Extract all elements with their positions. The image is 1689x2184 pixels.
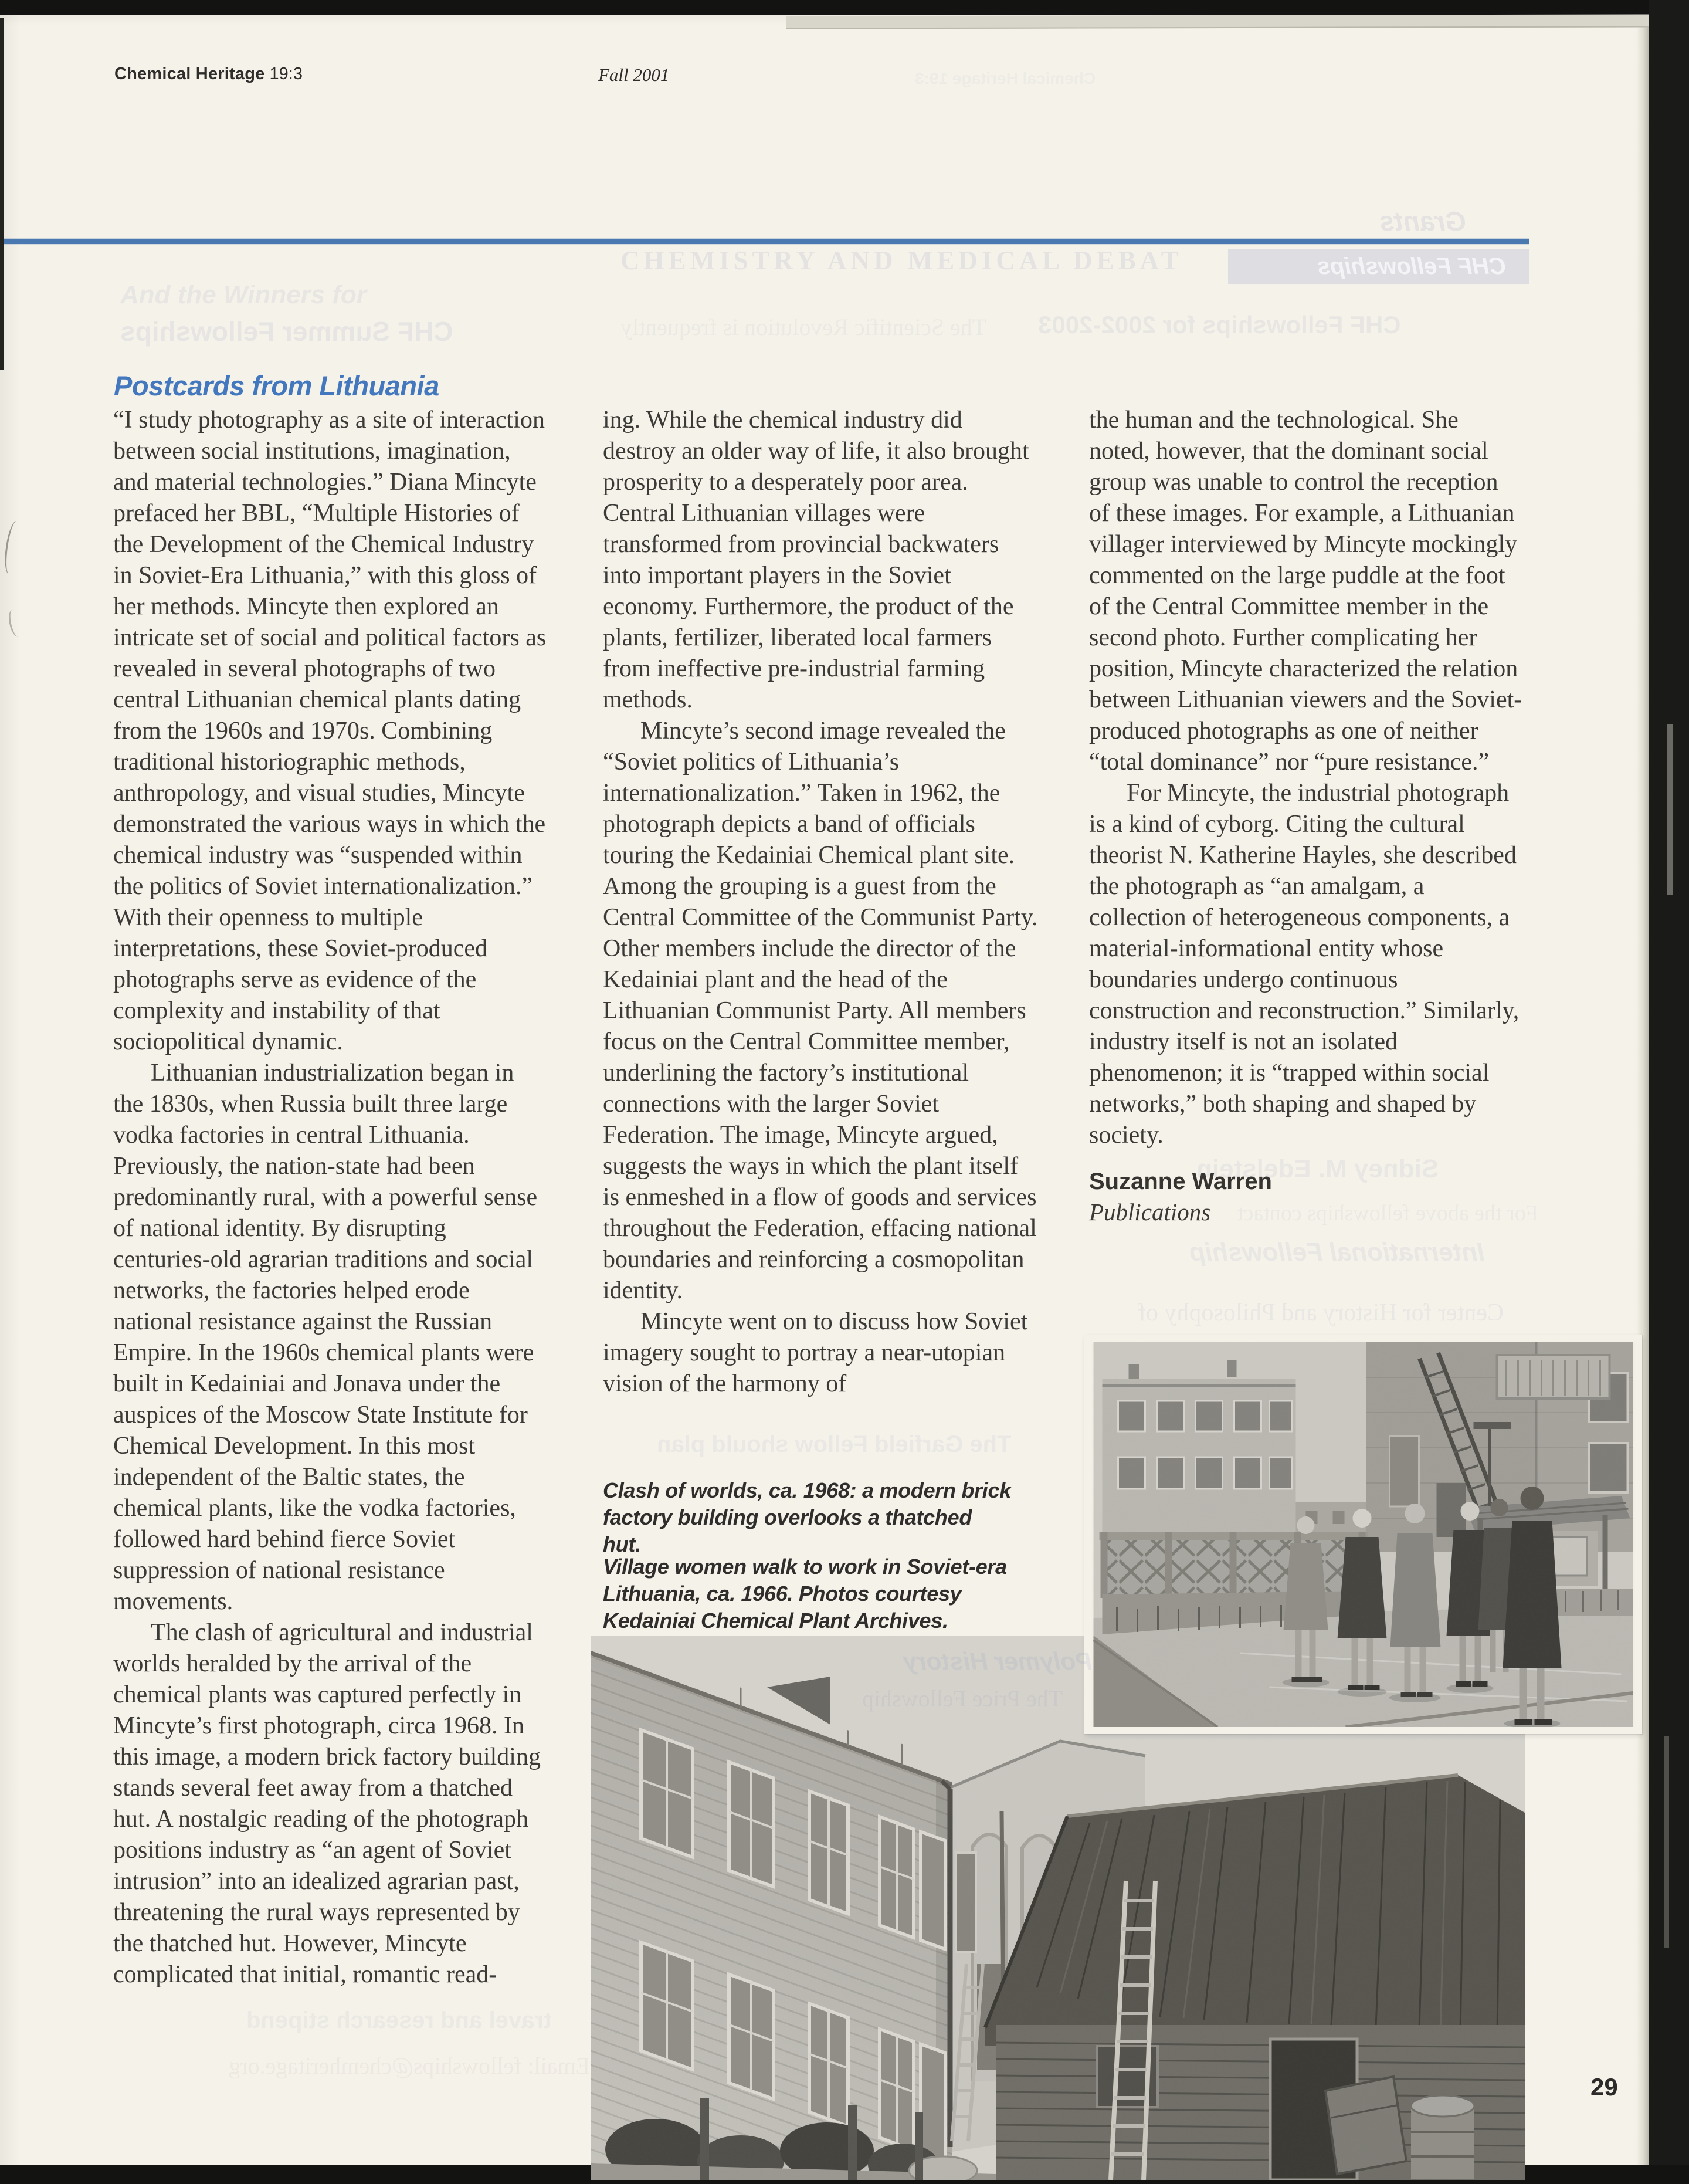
- caption-clash-of-worlds: Clash of worlds, ca. 1968: a modern brick factory building overlooks a thatched hut.: [603, 1478, 1011, 1556]
- bleedthrough-text: And the Winners for: [120, 280, 367, 309]
- scan-corner-shadow: [0, 18, 4, 370]
- bleedthrough-text: For the above fellowships contact: [1237, 1201, 1538, 1225]
- page-edge-mark: [1667, 724, 1673, 895]
- paper-page: [0, 15, 1649, 2165]
- journal-masthead: [114, 65, 303, 84]
- byline-author: Suzanne Warren: [1089, 1169, 1272, 1194]
- page-top-edge: [786, 14, 1649, 29]
- text-column-2: [603, 405, 1038, 1400]
- journal-name: Chemical Heritage: [114, 65, 265, 83]
- bleedthrough-text: CHF Fellowships: [1317, 253, 1506, 279]
- paragraph: Mincyte’s second image revealed the “Soviet politics of Lithuania’s internationalization.” Taken in 1962, the photograph depicts a band of officials touring the Kedainiai Chemical plant site. Among the grouping is a guest from the Central Committee of the Communist Party. Other members include the director of the Kedainiai plant and the head of the Lithuanian Communist Party. All members focus on the Central Committee member, underlining the factory’s institutional connections with the larger Soviet Federation. The image, Mincyte argued, suggests the ways in which the plant itself is enmeshed in a flow of goods and services throughout the Federation, effacing national boundaries and reinforcing a cosmopolitan identity.: [603, 717, 1038, 1304]
- issue-date: Fall 2001: [598, 65, 670, 85]
- bleedthrough-text: Grants: [1379, 206, 1467, 236]
- paragraph: For Mincyte, the industrial photograph is a kind of cyborg. Citing the cultural theorist N. Katherine Hayles, she described the photograph as “an amalgam, a collection of heterogeneous components, a material-informational entity whose boundaries undergo continuous construction and reconstruction.” Similarly, industry itself is not an isolated phenomenon; it is “trapped within social networks,” both shaping and shaped by society.: [1089, 780, 1520, 1149]
- paragraph: “I study photography as a site of interaction between social institutions, imagination, and material technologies.” Diana Mincyte prefaced her BBL, “Multiple Histories of the Development of the Chemical Industry in Soviet-Era Lithuania,” with this gloss of her methods. Mincyte then explored an intricate set of social and political factors as revealed in several photographs of two central Lithuanian chemical plants dating from the 1960s and 1970s. Combining traditional historiographic methods, anthropology, and visual studies, Mincyte demonstrated the various ways in which the chemical industry was “suspended within the politics of Soviet internationalization.” With their openness to multiple interpretations, these Soviet-produced photographs serve as evidence of the complexity and instability of that sociopolitical dynamic.: [113, 407, 547, 1055]
- byline: [1089, 1166, 1524, 1227]
- bleedthrough-text: CHF Fellowships for 2002-2003: [1038, 311, 1401, 338]
- page-number: 29: [1590, 2073, 1618, 2101]
- village-women-photo-image: [1091, 1342, 1635, 1727]
- text-column-1: [113, 405, 548, 1990]
- byline-affiliation: Publications: [1089, 1198, 1211, 1225]
- bleedthrough-text: International Fellowship: [1189, 1238, 1485, 1267]
- bleedthrough-text: travel and research stipend: [246, 2007, 552, 2033]
- page-edge-mark: [1664, 1736, 1669, 1948]
- paragraph: Lithuanian industrialization began in the 1830s, when Russia built three large vodka factories in central Lithuania. Previously, the nation-state had been predominantly rural, with a powerful sense of national identity. By disrupting centuries-old agrarian traditions and social networks, the factories helped erode national resistance against the Russian Empire. In the 1960s chemical plants were built in Kedainiai and Jonava under the auspices of the Moscow State Institute for Chemical Development. In this most independent of the Baltic states, the chemical plants, like the vodka factories, followed hard behind fierce Soviet suppression of national resistance movements.: [113, 1059, 538, 1615]
- scan-border-top: [0, 0, 1689, 15]
- page-edge: [1636, 15, 1649, 2165]
- bleedthrough-text: Sidney M. Edelstein: [1196, 1154, 1439, 1183]
- bleedthrough-text: The Garfield Fellow should plan: [657, 1431, 1012, 1457]
- village-women-photo: [1084, 1335, 1642, 1734]
- text-column-3: [1089, 405, 1524, 1227]
- paragraph: ing. While the chemical industry did destroy an older way of life, it also brought prosperity to a desperately poor area. Central Lithuanian villages were transformed from provincial backwaters into important players in the Soviet economy. Furthermore, the product of the plants, fertilizer, liberated local farmers from ineffective pre-industrial farming methods.: [603, 407, 1029, 713]
- bleedthrough-text: Email: fellowships@chemheritage.org: [229, 2053, 590, 2079]
- scan-border-right: [1649, 0, 1689, 2184]
- paragraph: the human and the technological. She noted, however, that the dominant social group was unable to control the reception of these images. For example, a Lithuanian villager interviewed by Mincyte mockingly commented on the large puddle at the foot of the Central Committee member in the second photo. Further complicating her position, Mincyte characterized the relation between Lithuanian viewers and the Soviet-produced photographs as one of neither “total dominance” nor “pure resistance.”: [1089, 407, 1522, 776]
- paragraph: Mincyte went on to discuss how Soviet imagery sought to portray a near-utopian vision of the harmony of: [603, 1308, 1028, 1397]
- article-title: Postcards from Lithuania: [114, 370, 439, 401]
- bleedthrough-text: CHEMISTRY AND MEDICAL DEBAT: [620, 246, 1183, 275]
- bleedthrough-text: CHF Summer Fellowships: [120, 316, 453, 347]
- bleedthrough-highlight-box: [1228, 249, 1529, 284]
- bleedthrough-text: The Scientific Revolution is frequently: [620, 314, 987, 340]
- binding-mark: [2, 520, 27, 575]
- journal-issue: 19:3: [269, 65, 303, 83]
- caption-village-women: Village women walk to work in Soviet-era Lithuania, ca. 1966. Photos courtesy Kedainiai Chemical Plant Archives.: [603, 1555, 1007, 1633]
- section-rule: [4, 239, 1529, 244]
- bleedthrough-text: Center for History and Philosophy of: [1138, 1299, 1504, 1326]
- paragraph: The clash of agricultural and industrial worlds heralded by the arrival of the chemical plants was captured perfectly in Mincyte’s first photograph, circa 1968. In this image, a modern brick factory building stands several feet away from a thatched hut. A nostalgic reading of the photograph positions industry as “an agent of Soviet intrusion” into an idealized agrarian past, threatening the rural ways represented by the thatched hut. However, Mincyte complicated that initial, romantic read-: [113, 1619, 541, 1988]
- bleedthrough-text: Chemical Heritage 19:3: [915, 69, 1096, 87]
- binding-mark: [6, 608, 25, 638]
